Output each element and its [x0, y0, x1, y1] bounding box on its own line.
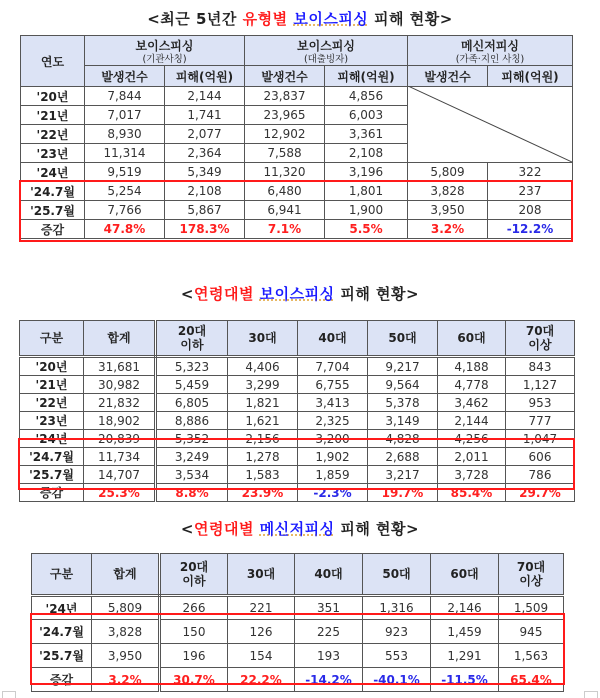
table-cell: 4,406 — [228, 357, 298, 376]
table-cell: 3,249 — [156, 448, 228, 466]
row-label: 증감 — [32, 668, 92, 692]
table-cell: 2,011 — [438, 448, 506, 466]
header-col — [156, 321, 228, 357]
table-cell: 154 — [228, 644, 295, 668]
table-cell: 3,828 — [408, 182, 488, 201]
table-cell: 3.2% — [92, 668, 160, 692]
table-cell: 1,459 — [431, 620, 499, 644]
table-cell: 9,519 — [85, 163, 165, 182]
header-col: 피해(억원) — [488, 66, 573, 87]
table-cell: 65.4% — [499, 668, 564, 692]
corner-mark — [584, 691, 598, 698]
table-cell: 23,837 — [245, 87, 325, 106]
table-cell: 3,361 — [325, 125, 408, 144]
table-row — [20, 357, 575, 376]
header-col — [431, 554, 499, 596]
table-cell: 193 — [295, 644, 363, 668]
table-cell: 1,583 — [228, 466, 298, 484]
table-cell: 31,681 — [84, 357, 156, 376]
header-col — [84, 321, 156, 357]
table-cell: 30.7% — [160, 668, 228, 692]
header-text: 50대 — [388, 331, 417, 345]
title-highlight-red: 유형별 — [242, 10, 288, 28]
table-cell: 3,728 — [438, 466, 506, 484]
table-row — [20, 430, 575, 448]
table-cell: 2,325 — [298, 412, 368, 430]
table-cell: 266 — [160, 596, 228, 620]
title-highlight-blue: 보이스피싱 — [259, 285, 335, 303]
table-cell: 7,766 — [85, 201, 165, 220]
header-col — [368, 321, 438, 357]
table-cell: 5,323 — [156, 357, 228, 376]
title-text: < — [180, 520, 194, 538]
table-cell: -14.2% — [295, 668, 363, 692]
table-row — [21, 201, 573, 220]
table-cell: 945 — [499, 620, 564, 644]
table-cell: 22.2% — [228, 668, 295, 692]
table-cell: 29.7% — [506, 484, 575, 502]
title-highlight-blue: 메신저피싱 — [259, 520, 335, 538]
header-text: 구분 — [39, 331, 64, 345]
table-cell: 1,821 — [228, 394, 298, 412]
table-cell: 1,900 — [325, 201, 408, 220]
table-cell: 3,950 — [408, 201, 488, 220]
table-cell: -11.5% — [431, 668, 499, 692]
table-cell: 6,755 — [298, 376, 368, 394]
table-cell: 5,459 — [156, 376, 228, 394]
table-cell: 2,144 — [165, 87, 245, 106]
row-label: '24년 — [21, 163, 85, 182]
header-text: 30대 — [248, 331, 277, 345]
corner-mark — [2, 691, 16, 698]
title-text: 피해 현황> — [334, 520, 420, 538]
table-cell: 3,534 — [156, 466, 228, 484]
table-cell: 178.3% — [165, 220, 245, 239]
header-col — [32, 554, 92, 596]
row-label: '24.7월 — [21, 182, 85, 201]
header-text: 이상 — [519, 574, 543, 588]
table-cell: 777 — [506, 412, 575, 430]
group-sub: (기관사칭) — [142, 53, 187, 65]
table-cell: 5,867 — [165, 201, 245, 220]
table-cell: 3,200 — [298, 430, 368, 448]
table-cell: 20,839 — [84, 430, 156, 448]
header-col — [363, 554, 431, 596]
group-sub: (가족·지인 사칭) — [455, 53, 525, 65]
table-cell: 2,144 — [438, 412, 506, 430]
table-row — [32, 644, 564, 668]
table-cell: 3.2% — [408, 220, 488, 239]
header-col — [160, 554, 228, 596]
table-cell: 2,077 — [165, 125, 245, 144]
table-cell: 1,563 — [499, 644, 564, 668]
table-cell: 11,320 — [245, 163, 325, 182]
header-col: 발생건수 — [408, 66, 488, 87]
table-cell: 18,902 — [84, 412, 156, 430]
table-cell: 4,856 — [325, 87, 408, 106]
header-col — [298, 321, 368, 357]
table3-title — [0, 518, 600, 539]
title-highlight-red: 연령대별 — [193, 285, 254, 303]
table-row — [32, 620, 564, 644]
row-label: 증감 — [21, 220, 85, 239]
header-col: 피해(억원) — [325, 66, 408, 87]
group-name: 메신저피싱 — [461, 38, 519, 53]
header-text: 70대 — [516, 560, 546, 574]
age-messenger-table — [31, 553, 564, 692]
table-cell: 9,217 — [368, 357, 438, 376]
table-cell: 8,930 — [85, 125, 165, 144]
table-cell: 7,588 — [245, 144, 325, 163]
table-cell: 25.3% — [84, 484, 156, 502]
table-cell: 6,805 — [156, 394, 228, 412]
table-cell: 21,832 — [84, 394, 156, 412]
row-label: '21년 — [21, 106, 85, 125]
header-col — [438, 321, 506, 357]
header-col: 발생건수 — [245, 66, 325, 87]
row-label: '24년 — [32, 596, 92, 620]
table-cell: 237 — [488, 182, 573, 201]
table-cell: 3,196 — [325, 163, 408, 182]
type-damage-table — [20, 35, 573, 239]
table-cell: 19.7% — [368, 484, 438, 502]
header-col — [228, 321, 298, 357]
table-cell: 1,278 — [228, 448, 298, 466]
table-cell: 6,480 — [245, 182, 325, 201]
title-highlight-blue: 보이스피싱 — [293, 10, 369, 28]
table-cell: 5,349 — [165, 163, 245, 182]
header-group-impersonation — [85, 36, 245, 66]
table-cell: 12,902 — [245, 125, 325, 144]
table-cell: 4,256 — [438, 430, 506, 448]
header-text: 60대 — [450, 567, 479, 581]
table-cell: 1,316 — [363, 596, 431, 620]
table-cell: 5,809 — [92, 596, 160, 620]
table-cell: 7,844 — [85, 87, 165, 106]
table-cell: 126 — [228, 620, 295, 644]
table-cell: 1,621 — [228, 412, 298, 430]
header-col: 피해(억원) — [165, 66, 245, 87]
row-label: 증감 — [20, 484, 84, 502]
header-col — [92, 554, 160, 596]
header-text: 40대 — [318, 331, 347, 345]
table-cell: 2,156 — [228, 430, 298, 448]
row-label: '20년 — [20, 357, 84, 376]
row-label: '25.7월 — [21, 201, 85, 220]
age-voicephishing-table — [19, 320, 575, 502]
table-cell: 3,950 — [92, 644, 160, 668]
row-label: '21년 — [20, 376, 84, 394]
row-label: '24.7월 — [20, 448, 84, 466]
table-cell: 1,291 — [431, 644, 499, 668]
header-text: 이하 — [180, 338, 204, 352]
table-cell: 8,886 — [156, 412, 228, 430]
table-row — [32, 596, 564, 620]
table-row — [20, 394, 575, 412]
header-text: 20대 — [177, 324, 207, 338]
title-highlight-red: 연령대별 — [193, 520, 254, 538]
header-col — [499, 554, 564, 596]
header-year: 연도 — [21, 36, 85, 87]
table-cell: 7.1% — [245, 220, 325, 239]
header-col: 발생건수 — [85, 66, 165, 87]
row-label: '22년 — [20, 394, 84, 412]
table-row — [21, 87, 573, 106]
table-cell: 351 — [295, 596, 363, 620]
table-row — [20, 376, 575, 394]
title-text: <최근 5년간 — [147, 10, 243, 28]
row-label: '23년 — [21, 144, 85, 163]
table-row — [32, 668, 564, 692]
table-cell: 30,982 — [84, 376, 156, 394]
table-row — [20, 466, 575, 484]
table-cell: 843 — [506, 357, 575, 376]
table-cell: 3,828 — [92, 620, 160, 644]
table-row — [21, 220, 573, 239]
row-label: '23년 — [20, 412, 84, 430]
header-text: 40대 — [314, 567, 343, 581]
table-cell: 4,828 — [368, 430, 438, 448]
table-cell: 2,688 — [368, 448, 438, 466]
table-cell: 47.8% — [85, 220, 165, 239]
table-cell: 2,146 — [431, 596, 499, 620]
row-label: '24년 — [20, 430, 84, 448]
table-cell: 5,352 — [156, 430, 228, 448]
table-cell: 6,003 — [325, 106, 408, 125]
table-cell: 2,364 — [165, 144, 245, 163]
header-col — [295, 554, 363, 596]
table-cell: 6,941 — [245, 201, 325, 220]
table-cell: 3,217 — [368, 466, 438, 484]
table-cell: 5,254 — [85, 182, 165, 201]
header-text: 70대 — [525, 324, 555, 338]
header-row — [32, 554, 564, 596]
table-cell: 196 — [160, 644, 228, 668]
table-row — [20, 448, 575, 466]
table-cell: 9,564 — [368, 376, 438, 394]
table-cell: 4,778 — [438, 376, 506, 394]
table-cell: 3,299 — [228, 376, 298, 394]
header-text: 60대 — [457, 331, 486, 345]
header-text: 30대 — [246, 567, 276, 581]
header-text: 이하 — [182, 574, 206, 588]
header-text: 이상 — [528, 338, 552, 352]
table-cell: 786 — [506, 466, 575, 484]
table-cell: 11,314 — [85, 144, 165, 163]
table-cell: 2,108 — [325, 144, 408, 163]
title-text: 피해 현황> — [368, 10, 453, 28]
row-label: '25.7월 — [20, 466, 84, 484]
empty-messenger-cell — [408, 87, 573, 163]
table-cell: 208 — [488, 201, 573, 220]
table-cell: 1,047 — [506, 430, 575, 448]
table-cell: 23.9% — [228, 484, 298, 502]
table-cell: 553 — [363, 644, 431, 668]
row-label: '22년 — [21, 125, 85, 144]
header-col — [20, 321, 84, 357]
header-col — [506, 321, 575, 357]
header-text: 20대 — [179, 560, 209, 574]
table1-title — [0, 8, 600, 29]
table-cell: 1,902 — [298, 448, 368, 466]
table-cell: 1,859 — [298, 466, 368, 484]
table-cell: 5,809 — [408, 163, 488, 182]
table-row — [20, 484, 575, 502]
table-cell: -2.3% — [298, 484, 368, 502]
title-text: 피해 현황> — [334, 285, 420, 303]
table-cell: 11,734 — [84, 448, 156, 466]
table-cell: 953 — [506, 394, 575, 412]
table-cell: 606 — [506, 448, 575, 466]
table-cell: -12.2% — [488, 220, 573, 239]
header-group-loan — [245, 36, 408, 66]
table-cell: 23,965 — [245, 106, 325, 125]
header-group-messenger — [408, 36, 573, 66]
table-cell: 14,707 — [84, 466, 156, 484]
header-text: 합계 — [107, 331, 131, 345]
group-name: 보이스피싱 — [297, 38, 355, 53]
row-label: '20년 — [21, 87, 85, 106]
table-cell: 1,741 — [165, 106, 245, 125]
table-cell: 1,127 — [506, 376, 575, 394]
row-label: '24.7월 — [32, 620, 92, 644]
header-row — [20, 321, 575, 357]
table-cell: 85.4% — [438, 484, 506, 502]
header-text: 합계 — [113, 567, 137, 581]
header-col — [228, 554, 295, 596]
table-cell: 225 — [295, 620, 363, 644]
table-cell: 150 — [160, 620, 228, 644]
group-name: 보이스피싱 — [135, 38, 194, 53]
table-cell: -40.1% — [363, 668, 431, 692]
table-row — [21, 163, 573, 182]
table-cell: 1,509 — [499, 596, 564, 620]
table-cell: 923 — [363, 620, 431, 644]
group-sub: (대출빙자) — [303, 53, 349, 65]
header-text: 50대 — [382, 567, 411, 581]
table-cell: 7,704 — [298, 357, 368, 376]
table-row — [20, 412, 575, 430]
table-cell: 8.8% — [156, 484, 228, 502]
table-cell: 1,801 — [325, 182, 408, 201]
table-cell: 3,413 — [298, 394, 368, 412]
table-cell: 4,188 — [438, 357, 506, 376]
table-cell: 5,378 — [368, 394, 438, 412]
table-cell: 5.5% — [325, 220, 408, 239]
table2-title — [0, 283, 600, 304]
table-cell: 2,108 — [165, 182, 245, 201]
table-row — [21, 182, 573, 201]
table-cell: 7,017 — [85, 106, 165, 125]
table-cell: 3,149 — [368, 412, 438, 430]
title-text: < — [180, 285, 194, 303]
table-cell: 322 — [488, 163, 573, 182]
header-text: 구분 — [49, 567, 74, 581]
table-cell: 3,462 — [438, 394, 506, 412]
table-cell: 221 — [228, 596, 295, 620]
row-label: '25.7월 — [32, 644, 92, 668]
